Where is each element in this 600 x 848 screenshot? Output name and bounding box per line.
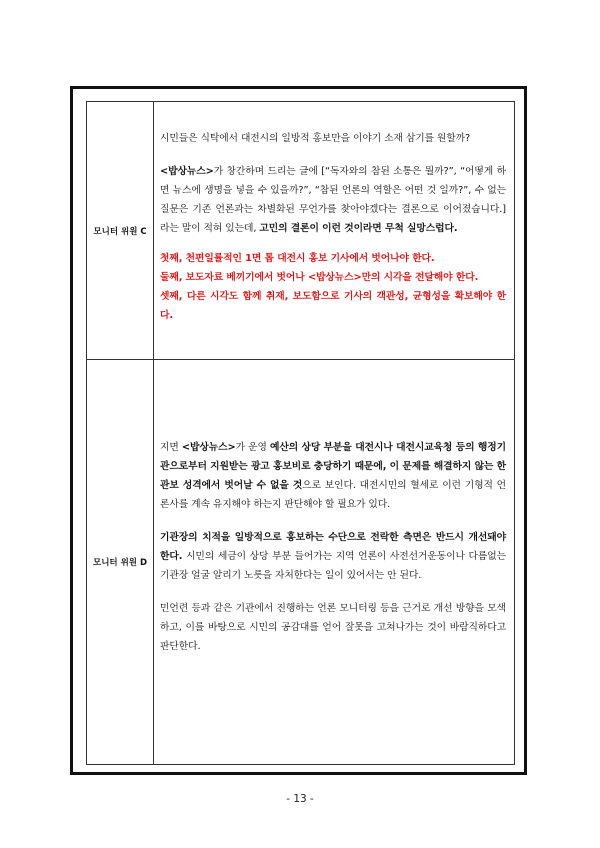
row-label-monitor-d: 모니터 위원 D bbox=[92, 558, 148, 568]
paragraph-d-publicity: 기관장의 치적을 일방적으로 홍보하는 수단으로 전락한 측면은 반드시 개선돼야 한다. 시민의 세금이 상당 부분 들어가는 지역 언론이 사전선거운동이나 다름없는 기관장 얼굴 알리기 노릇을 자처한다는 일이 있어서는 안 된다. bbox=[160, 532, 506, 581]
row-label-monitor-c: 모니터 위원 C bbox=[93, 226, 147, 237]
paragraph-d-monitoring: 민언련 등과 같은 기관에서 진행하는 언론 모니터링 등을 근거로 개선 방향을 모색하고, 이를 바탕으로 시민의 공감대를 얻어 잘못을 고쳐나가는 것이 바람직하다고 판단한다. bbox=[160, 603, 506, 652]
recommendation-second: 둘째, 보도자료 베끼기에서 벗어나 <밥상뉴스>만의 시각을 전달해야 한다. bbox=[160, 272, 479, 283]
row-label-cell bbox=[87, 360, 154, 764]
paragraph-d-budget: 지면 <밥상뉴스>가 운영 예산의 상당 부분을 대전시나 대전시교육청 등의 행정기관으로부터 지원받는 광고 홍보비로 충당하기 때문에, 이 문제를 해결하지 않는 한 관보 성격에서 벗어날 수 없을 것으로 보인다. 대전시민의 혈세로 이런 기형적 언론사를 계속 유지해야 하는지 판단해야 할 필요가 있다. bbox=[160, 442, 507, 510]
table-row-monitor-d bbox=[87, 360, 514, 764]
paragraph-c-question: 시민들은 식탁에서 대전시의 일방적 홍보만을 이야기 소재 삼기를 원할까? bbox=[160, 133, 471, 144]
row-content-cell bbox=[154, 102, 514, 359]
budget-issue-text: 예산의 상당 부분을 대전시나 대전시교육청 등의 행정기관으로부터 지원받는 광고 홍보비로 충당하기 때문에, 이 문제를 해결하지 않는 한 관보 성격에서 벗어날 수 없을 것 bbox=[160, 442, 507, 491]
newspaper-name: <밥상뉴스> bbox=[160, 166, 214, 177]
paragraph-c-quote bbox=[160, 162, 506, 238]
improvement-text: 기관장의 치적을 일방적으로 홍보하는 수단으로 전락한 측면은 반드시 개선돼야 한다. bbox=[160, 532, 506, 562]
recommendation-third: 셋째, 다른 시각도 함께 취재, 보도함으로 기사의 객관성, 균형성을 확보해야 한다. bbox=[160, 291, 506, 321]
recommendation-first: 첫째, 천편일률적인 1면 톱 대전시 홍보 기사에서 벗어나야 한다. bbox=[160, 253, 435, 264]
row-content-cell bbox=[154, 360, 514, 764]
table-row-monitor-c bbox=[87, 102, 514, 360]
page-number: - 13 - bbox=[286, 793, 314, 805]
monitor-opinion-table bbox=[86, 101, 515, 765]
row-label-cell bbox=[87, 102, 154, 359]
newspaper-name: <밥상뉴스> bbox=[181, 442, 236, 453]
quote-text: 가 창간하며 드리는 글에 [“독자와의 참된 소통은 뭘까?”, “어떻게 하면 뉴스에 생명을 넣을 수 있을까?”, “참된 언론의 역할은 어떤 것 일까?”, 수 없는 질문은 기존 언론과는 차별화된 무언가를 찾아야겠다는 결론으로 이어졌습니다.]라는 말이 적혀 있는데, bbox=[160, 166, 506, 234]
conclusion-text: 고민의 결론이 이런 것이라면 무척 실망스럽다. bbox=[259, 223, 458, 234]
